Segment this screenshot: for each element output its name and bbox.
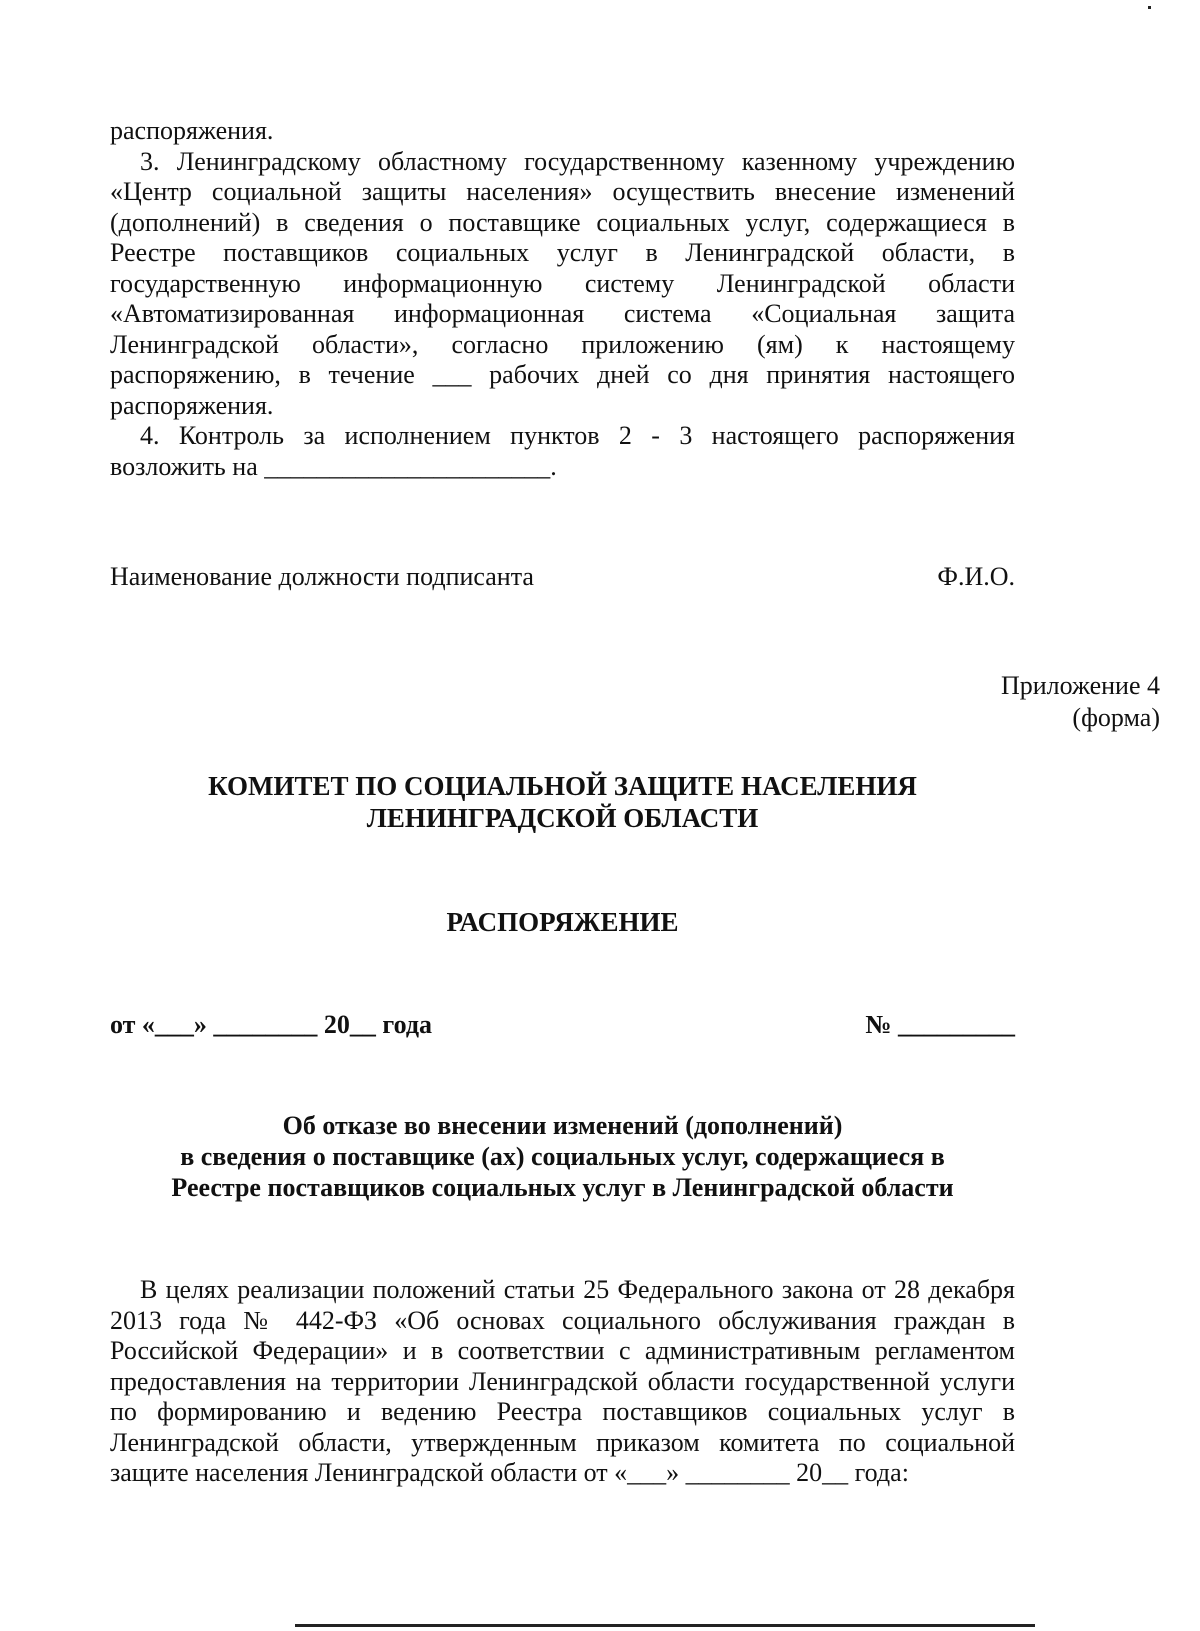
scan-bottom-edge — [295, 1624, 1035, 1627]
subject-line3: Реестре поставщиков социальных услуг в Ленинградской области — [171, 1173, 954, 1202]
subject-title — [110, 1110, 1015, 1203]
committee-title-line1: КОМИТЕТ ПО СОЦИАЛЬНОЙ ЗАЩИТЕ НАСЕЛЕНИЯ — [208, 771, 917, 801]
subject-line1: Об отказе во внесении изменений (дополнений) — [282, 1111, 843, 1140]
paragraph-3: 3. Ленинградскому областному государственному казенному учреждению «Центр социальной защиты населения» осуществить внесение изменений (дополнений) в сведения о поставщике социальных услуг, содержащиеся в Реестре поставщиков социальных услуг в Ленинградской области, в государственную информационную систему Ленинградской области «Автоматизированная информационная система «Социальная защита Ленинградской области», согласно приложению (ям) к настоящему распоряжению, в течение ___ рабочих дней со дня принятия настоящего распоряжения. — [110, 146, 1015, 420]
appendix-form: (форма) — [1072, 703, 1160, 732]
date-number-row — [110, 1010, 1015, 1040]
order-date: от «___» ________ 20__ года — [110, 1010, 432, 1039]
appendix-number: Приложение 4 — [1000, 671, 1160, 700]
paragraph-4: 4. Контроль за исполнением пунктов 2 - 3 настоящего распоряжения возложить на ______________________. — [110, 421, 1015, 481]
committee-title — [110, 770, 1015, 834]
subject-line2: в сведения о поставщике (ах) социальных услуг, содержащиеся в — [180, 1142, 945, 1171]
document-type: РАСПОРЯЖЕНИЕ — [446, 907, 679, 937]
signatory-name: Ф.И.О. — [937, 562, 1015, 591]
committee-title-line2: ЛЕНИНГРАДСКОЙ ОБЛАСТИ — [366, 803, 759, 833]
intro-block — [110, 116, 1015, 482]
signatory-position: Наименование должности подписанта — [110, 562, 534, 591]
signature-row — [110, 562, 1015, 592]
scan-speck — [1148, 6, 1151, 9]
preamble-paragraph: В целях реализации положений статьи 25 Федерального закона от 28 декабря 2013 года № 442-ФЗ «Об основах социального обслуживания граждан в Российской Федерации» и в соответствии с административным регламентом предоставления на территории Ленинградской области государственной услуги по формированию и ведению Реестра поставщиков социальных услуг в Ленинградской области, утвержденным приказом комитета по социальной защите населения Ленинградской области от «___» ________ 20__ года: — [110, 1275, 1015, 1487]
appendix-label — [1001, 670, 1160, 734]
intro-continuation: распоряжения. — [110, 116, 274, 145]
preamble-block — [110, 1275, 1015, 1489]
order-number: № _________ — [865, 1010, 1015, 1039]
